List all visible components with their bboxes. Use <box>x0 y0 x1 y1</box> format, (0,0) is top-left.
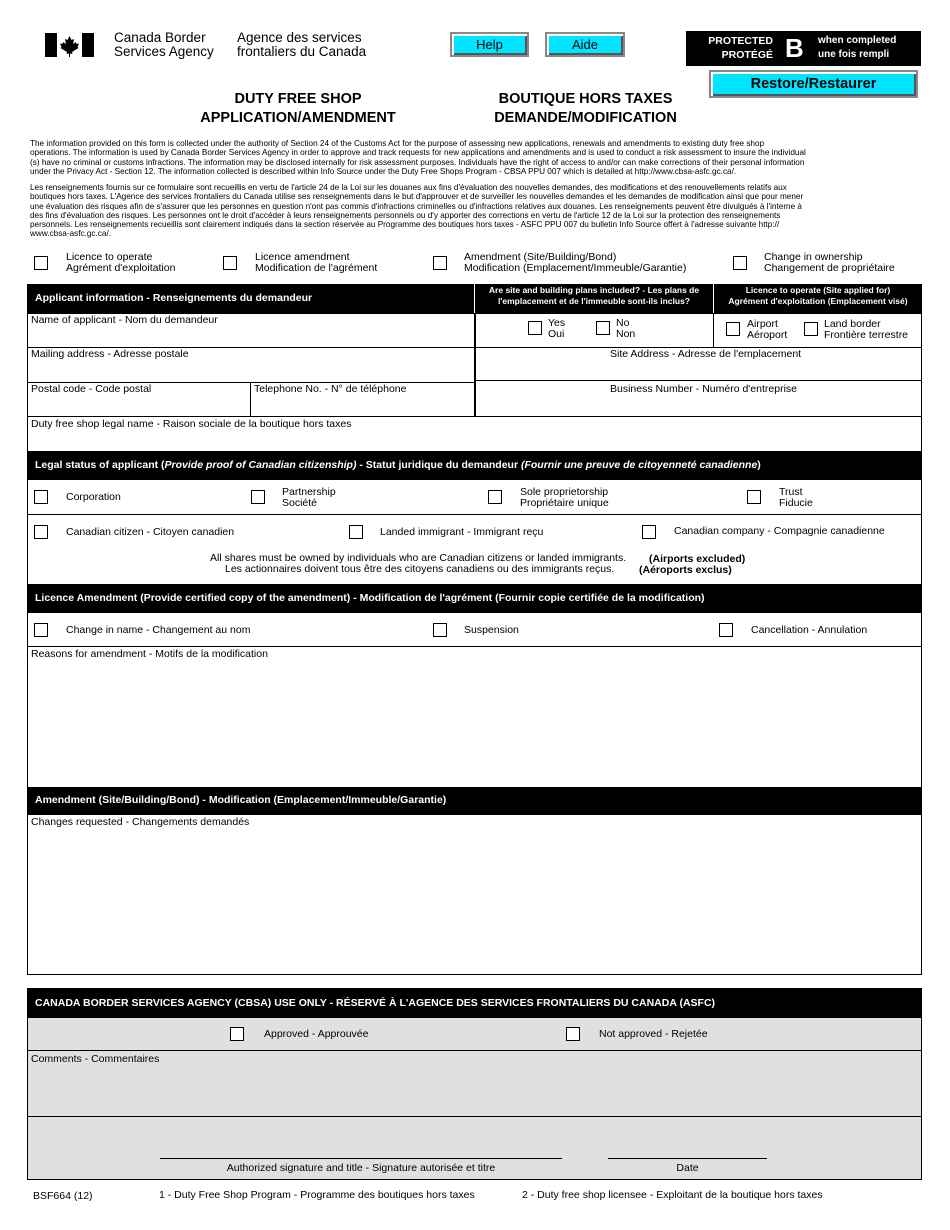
canada-flag-logo <box>45 33 94 57</box>
partnership-label: Partnership Société <box>282 486 336 509</box>
site-amendment-checkbox[interactable] <box>433 256 447 270</box>
sole-proprietorship-label: Sole proprietorship Propriétaire unique <box>520 486 609 509</box>
landed-immigrant-checkbox[interactable] <box>349 525 363 539</box>
plans-yes-checkbox[interactable] <box>528 321 542 335</box>
airport-checkbox[interactable] <box>726 322 740 336</box>
cancellation-label: Cancellation - Annulation <box>751 624 868 636</box>
comments-field[interactable]: Comments - Commentaires <box>31 1053 160 1065</box>
privacy-notice-fr: Les renseignements fournis sur ce formulaire sont recueillis en vertu de l'article 24 de la Loi sur les douanes aux fins d'évaluation des nouvelles demandes, des modifications et des renouvellements relatifs aux boutiques hors taxes. L'Agence des services frontaliers du Canada utilise ses renseignements dans le but d'approuver et de surveiller les nouvelles demandes et les demandes de modification ainsi que pour mener une évaluation des risques afin de s'assurer que les personnes en question n'ont pas commis d'infractions criminelles ou d'infractions relatives aux douanes. Les renseignements peuvent être divulgués à l'interne à des fins d'évaluation des risques. Les personnes ont le droit d'accéder à leurs renseignements personnels ou d'y apporter des corrections en vertu de l'article 12 de la Loi sur la protection des renseignements personnels. Les renseignements recueillis sont clairement indiqués dans la section réservée au Programme des boutiques hors taxes - ASFC PPU 007 du bulletin Info Source offert à l'adresse suivante http:// www.cbsa-asfc.gc.ca/. <box>30 183 804 239</box>
land-border-label: Land border Frontière terrestre <box>824 318 909 341</box>
applicant-name-field[interactable]: Name of applicant - Nom du demandeur <box>31 314 218 326</box>
legal-name-field[interactable]: Duty free shop legal name - Raison sociale de la boutique hors taxes <box>31 418 352 430</box>
not-approved-checkbox[interactable] <box>566 1027 580 1041</box>
licence-amendment-header: Licence Amendment (Provide certified copy of the amendment) - Modification de l'agrément (Fournir copie certifiée de la modification) <box>27 585 922 612</box>
copy-distribution-1: 1 - Duty Free Shop Program - Programme des boutiques hors taxes <box>159 1189 475 1201</box>
agency-name-en: Canada Border Services Agency <box>114 30 214 59</box>
form-number: BSF664 (12) <box>33 1190 93 1202</box>
licence-amendment-checkbox[interactable] <box>223 256 237 270</box>
plans-yes-label: Yes Oui <box>548 317 566 340</box>
licence-amendment-label: Licence amendment Modification de l'agrément <box>255 251 378 274</box>
land-border-checkbox[interactable] <box>804 322 818 336</box>
change-ownership-checkbox[interactable] <box>733 256 747 270</box>
cbsa-area <box>27 1017 922 1180</box>
corporation-checkbox[interactable] <box>34 490 48 504</box>
corporation-label: Corporation <box>66 491 121 503</box>
plans-header: Are site and building plans included? - Les plans de l'emplacement et de l'immeuble sont-ils inclus? <box>488 285 700 306</box>
shares-note-en: All shares must be owned by individuals who are Canadian citizens or landed immigrants. <box>210 552 627 564</box>
applicant-section-header: Applicant information - Renseignements du demandeur <box>27 284 922 313</box>
licence-to-operate-label: Licence to operate Agrément d'exploitation <box>66 251 176 274</box>
trust-checkbox[interactable] <box>747 490 761 504</box>
airports-excluded: (Airports excluded) <box>649 553 746 565</box>
change-ownership-label: Change in ownership Changement de propriétaire <box>764 251 895 274</box>
not-approved-label: Not approved - Rejetée <box>599 1028 708 1040</box>
approved-checkbox[interactable] <box>230 1027 244 1041</box>
site-amendment-label: Amendment (Site/Building/Bond) Modification (Emplacement/Immeuble/Garantie) <box>464 251 687 274</box>
site-amendment-header: Amendment (Site/Building/Bond) - Modification (Emplacement/Immeuble/Garantie) <box>27 787 922 814</box>
licence-to-operate-checkbox[interactable] <box>34 256 48 270</box>
telephone-field[interactable]: Telephone No. - N° de téléphone <box>254 383 407 395</box>
canadian-citizen-checkbox[interactable] <box>34 525 48 539</box>
mailing-address-field[interactable]: Mailing address - Adresse postale <box>31 348 189 360</box>
airports-exclus: (Aéroports exclus) <box>639 564 732 576</box>
date-line[interactable] <box>608 1158 767 1159</box>
canadian-citizen-label: Canadian citizen - Citoyen canadien <box>66 526 235 538</box>
change-in-name-checkbox[interactable] <box>34 623 48 637</box>
sole-proprietorship-checkbox[interactable] <box>488 490 502 504</box>
plans-no-label: No Non <box>616 317 636 340</box>
suspension-checkbox[interactable] <box>433 623 447 637</box>
plans-no-checkbox[interactable] <box>596 321 610 335</box>
signature-line[interactable] <box>160 1158 562 1159</box>
suspension-label: Suspension <box>464 624 519 636</box>
protected-b-banner: PROTECTED PROTÉGÉ B when completed une fois rempli <box>686 31 921 66</box>
legal-status-header: Legal status of applicant (Provide proof of Canadian citizenship) - Statut juridique du demandeur (Fournir une preuve de citoyenneté canadienne) <box>27 452 922 479</box>
postal-code-field[interactable]: Postal code - Code postal <box>31 383 152 395</box>
agency-name-fr: Agence des services frontaliers du Canada <box>237 30 367 59</box>
trust-label: Trust Fiducie <box>779 486 813 509</box>
business-number-field[interactable]: Business Number - Numéro d'entreprise <box>610 383 797 395</box>
cancellation-checkbox[interactable] <box>719 623 733 637</box>
privacy-notice-en: The information provided on this form is collected under the authority of Section 24 of the Customs Act for the purpose of assessing new applications, renewals and amendments to existing duty free shop operations. The information is used by Canada Border Services Agency in order to approve and track requests for new applications and amendments and is used to conduct a risk assessment to insure the individual (s) have no criminal or customs infractions. The information may be disclosed internally for risk assessment purposes. Individuals have the right of access to and/or can make corrections of their personal information under the Privacy Act - Section 12. The information collected is described within Info Source under the Duty Free Shops Program - CBSA PPU 007 which is detailed at http://www.cbsa-asfc.gc.ca/. <box>30 139 806 176</box>
date-label: Date <box>676 1162 699 1174</box>
approved-label: Approved - Approuvée <box>264 1028 369 1040</box>
partnership-checkbox[interactable] <box>251 490 265 504</box>
title-fr: BOUTIQUE HORS TAXES DEMANDE/MODIFICATION <box>494 91 677 126</box>
copy-distribution-2: 2 - Duty free shop licensee - Exploitant de la boutique hors taxes <box>522 1189 823 1201</box>
help-button[interactable]: Help <box>450 32 529 57</box>
reasons-for-amendment-field[interactable]: Reasons for amendment - Motifs de la modification <box>31 648 268 660</box>
title-en: DUTY FREE SHOP APPLICATION/AMENDMENT <box>200 91 396 126</box>
restore-button[interactable]: Restore/Restaurer <box>709 70 918 98</box>
changes-requested-field[interactable]: Changes requested - Changements demandés <box>31 816 250 828</box>
canadian-company-label: Canadian company - Compagnie canadienne <box>674 525 885 537</box>
signature-label: Authorized signature and title - Signature autorisée et titre <box>226 1162 496 1174</box>
aide-button[interactable]: Aide <box>545 32 625 57</box>
change-in-name-label: Change in name - Changement au nom <box>66 624 251 636</box>
airport-label: Airport Aéroport <box>747 318 788 341</box>
site-address-field[interactable]: Site Address - Adresse de l'emplacement <box>610 348 802 360</box>
landed-immigrant-label: Landed immigrant - Immigrant reçu <box>380 526 544 538</box>
shares-note-fr: Les actionnaires doivent tous être des citoyens canadiens ou des immigrants reçus. <box>225 563 615 575</box>
cbsa-use-header: CANADA BORDER SERVICES AGENCY (CBSA) USE ONLY - RÉSERVÉ À L'AGENCE DES SERVICES FRONTALIERS DU CANADA (ASFC) <box>27 988 922 1017</box>
canadian-company-checkbox[interactable] <box>642 525 656 539</box>
licence-site-header: Licence to operate (Site applied for) Agrément d'exploitation (Emplacement visé) <box>728 285 908 306</box>
